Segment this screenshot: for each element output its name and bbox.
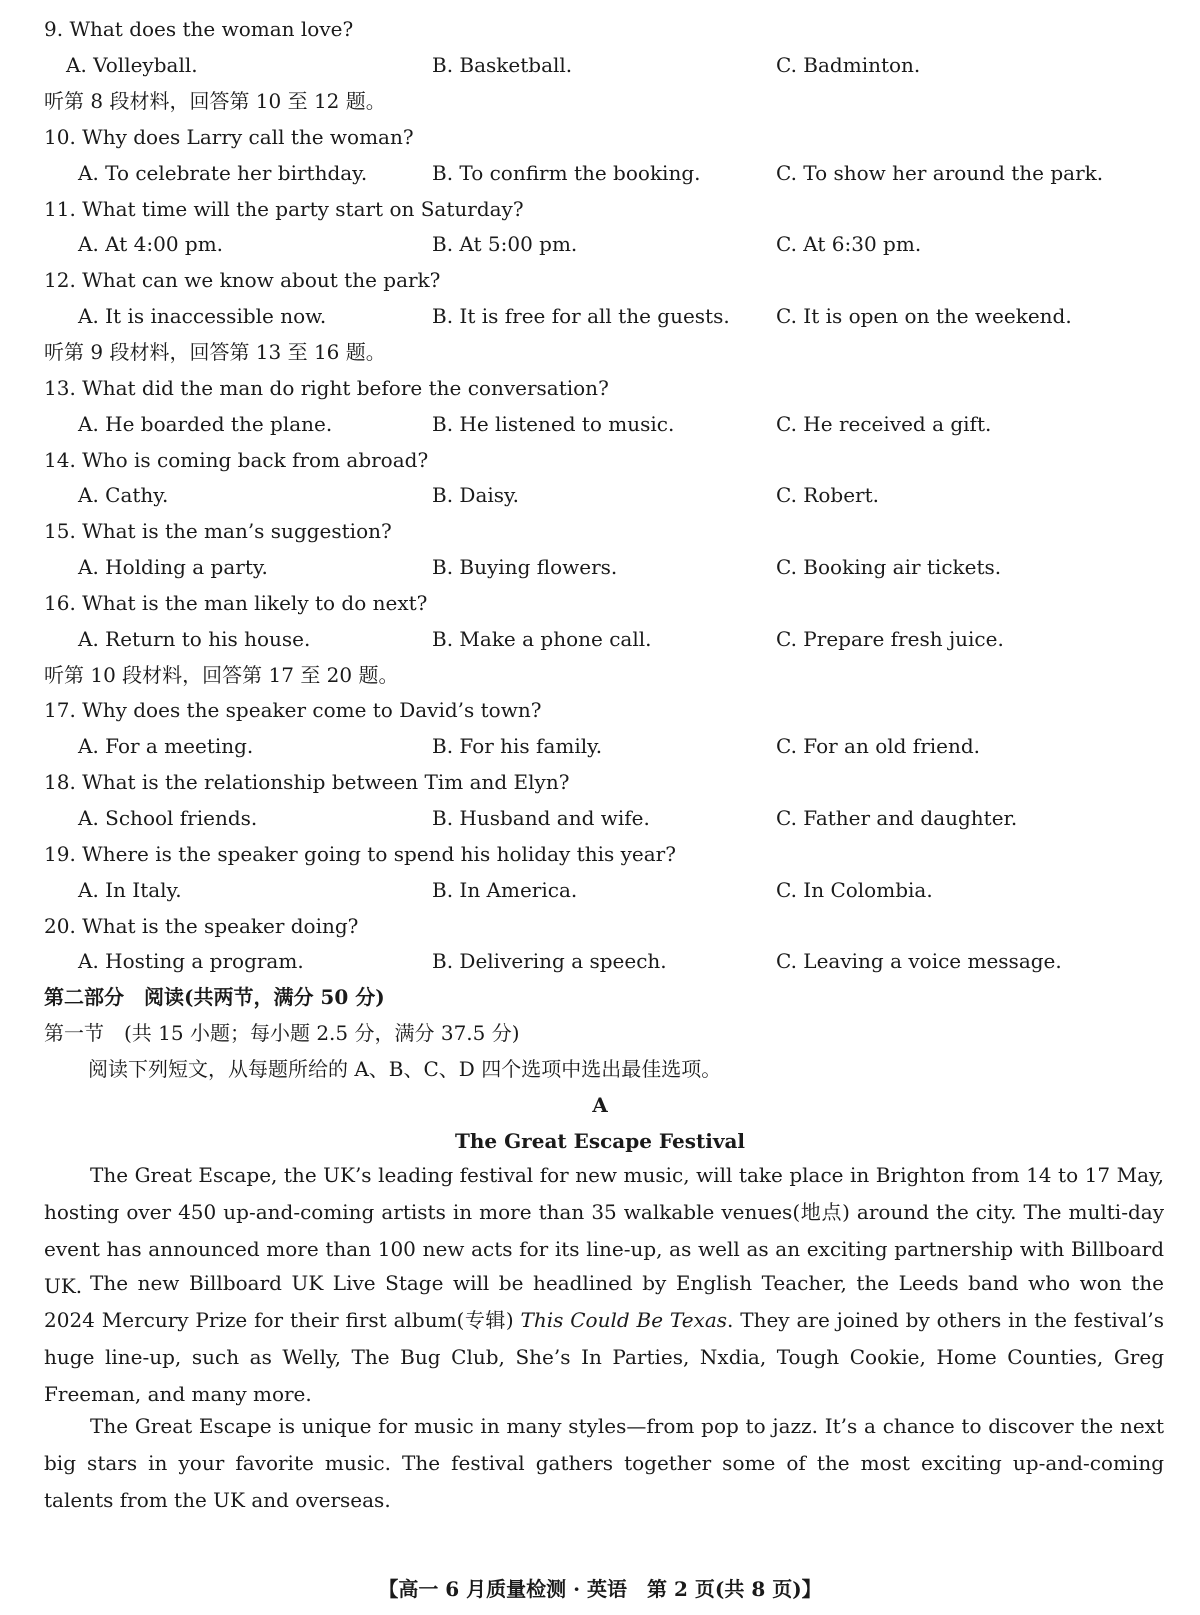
q17-option-b: B. For his family. [432,734,603,758]
q10-option-b: B. To confirm the booking. [432,161,701,185]
q15-option-c: C. Booking air tickets. [776,555,1002,579]
section-1-title: 第一节 (共 15 小题；每小题 2.5 分，满分 37.5 分) [44,1021,520,1045]
question-13: 13. What did the man do right before the conversation? [44,376,609,400]
q12-option-a: A. It is inaccessible now. [78,304,327,328]
q9-option-b: B. Basketball. [432,53,573,77]
q18-option-c: C. Father and daughter. [776,806,1018,830]
paragraph-2-text-start: The new Billboard UK Live Stage will be headlined by English Teacher, the Leeds band who won the 2024 Mercury Prize for their first album(专辑) [44,1271,1164,1332]
q20-option-a: A. Hosting a program. [78,949,304,973]
question-19: 19. Where is the speaker going to spend his holiday this year? [44,842,676,866]
page-footer: 【高一 6 月质量检测 · 英语 第 2 页(共 8 页)】 [378,1577,822,1601]
q17-option-c: C. For an old friend. [776,734,981,758]
paragraph-2-text-end: . They are joined by others in the festival’s huge line-up, such as Welly, The Bug Club, She’s In Parties, Nxdia, Tough Cookie, Home Counties, Greg Freeman, and many more. [44,1308,1165,1406]
question-9: 9. What does the woman love? [44,17,354,41]
passage-paragraph-1: The Great Escape, the UK’s leading festival for new music, will take place in Brighton from 14 to 17 May, hosting over 450 up-and-coming artists in more than 35 walkable venues(地点) around the city. The multi-day event has announced more than 100 new acts for its line-up, as well as an exciting partnership with Billboard UK. [44,1163,1164,1298]
q14-option-c: C. Robert. [776,483,879,507]
q18-option-b: B. Husband and wife. [432,806,650,830]
album-title: This Could Be Texas [520,1308,728,1332]
question-18: 18. What is the relationship between Tim and Elyn? [44,770,570,794]
question-10: 10. Why does Larry call the woman? [44,125,414,149]
q13-option-b: B. He listened to music. [432,412,675,436]
q10-option-a: A. To celebrate her birthday. [78,161,368,185]
q19-option-c: C. In Colombia. [776,878,933,902]
q14-option-b: B. Daisy. [432,483,520,507]
passage-title: The Great Escape Festival [454,1129,746,1153]
question-14: 14. Who is coming back from abroad? [44,448,429,472]
q15-option-b: B. Buying flowers. [432,555,618,579]
part-2-title: 第二部分 阅读(共两节，满分 50 分) [44,985,385,1009]
reading-instruction: 阅读下列短文，从每题所给的 A、B、C、D 四个选项中选出最佳选项。 [88,1057,722,1081]
q14-option-a: A. Cathy. [78,483,169,507]
q16-option-c: C. Prepare fresh juice. [776,627,1004,651]
passage-letter: A [592,1093,608,1117]
q12-option-b: B. It is free for all the guests. [432,304,730,328]
q13-option-a: A. He boarded the plane. [78,412,333,436]
q9-option-a: A. Volleyball. [66,53,198,77]
section-9-header: 听第 9 段材料，回答第 13 至 16 题。 [44,340,386,364]
section-8-header: 听第 8 段材料，回答第 10 至 12 题。 [44,89,386,113]
q20-option-b: B. Delivering a speech. [432,949,667,973]
question-11: 11. What time will the party start on Saturday? [44,197,524,221]
question-16: 16. What is the man likely to do next? [44,591,428,615]
q19-option-a: A. In Italy. [78,878,182,902]
q15-option-a: A. Holding a party. [78,555,268,579]
q16-option-b: B. Make a phone call. [432,627,652,651]
q12-option-c: C. It is open on the weekend. [776,304,1072,328]
q13-option-c: C. He received a gift. [776,412,992,436]
q9-option-c: C. Badminton. [776,53,921,77]
q20-option-c: C. Leaving a voice message. [776,949,1062,973]
q10-option-c: C. To show her around the park. [776,161,1104,185]
passage-paragraph-3: The Great Escape is unique for music in many styles—from pop to jazz. It’s a chance to discover the next big stars in your favorite music. The festival gathers together some of the most exciting up-and-coming talents from the UK and overseas. [44,1414,1164,1512]
q19-option-b: B. In America. [432,878,578,902]
q18-option-a: A. School friends. [78,806,258,830]
section-10-header: 听第 10 段材料，回答第 17 至 20 题。 [44,663,399,687]
question-20: 20. What is the speaker doing? [44,914,359,938]
question-15: 15. What is the man’s suggestion? [44,519,392,543]
q11-option-a: A. At 4:00 pm. [78,232,224,256]
q11-option-b: B. At 5:00 pm. [432,232,578,256]
passage-paragraph-2 [44,1265,1164,1413]
q16-option-a: A. Return to his house. [78,627,311,651]
q17-option-a: A. For a meeting. [78,734,254,758]
question-12: 12. What can we know about the park? [44,268,441,292]
question-17: 17. Why does the speaker come to David’s town? [44,698,542,722]
q11-option-c: C. At 6:30 pm. [776,232,922,256]
